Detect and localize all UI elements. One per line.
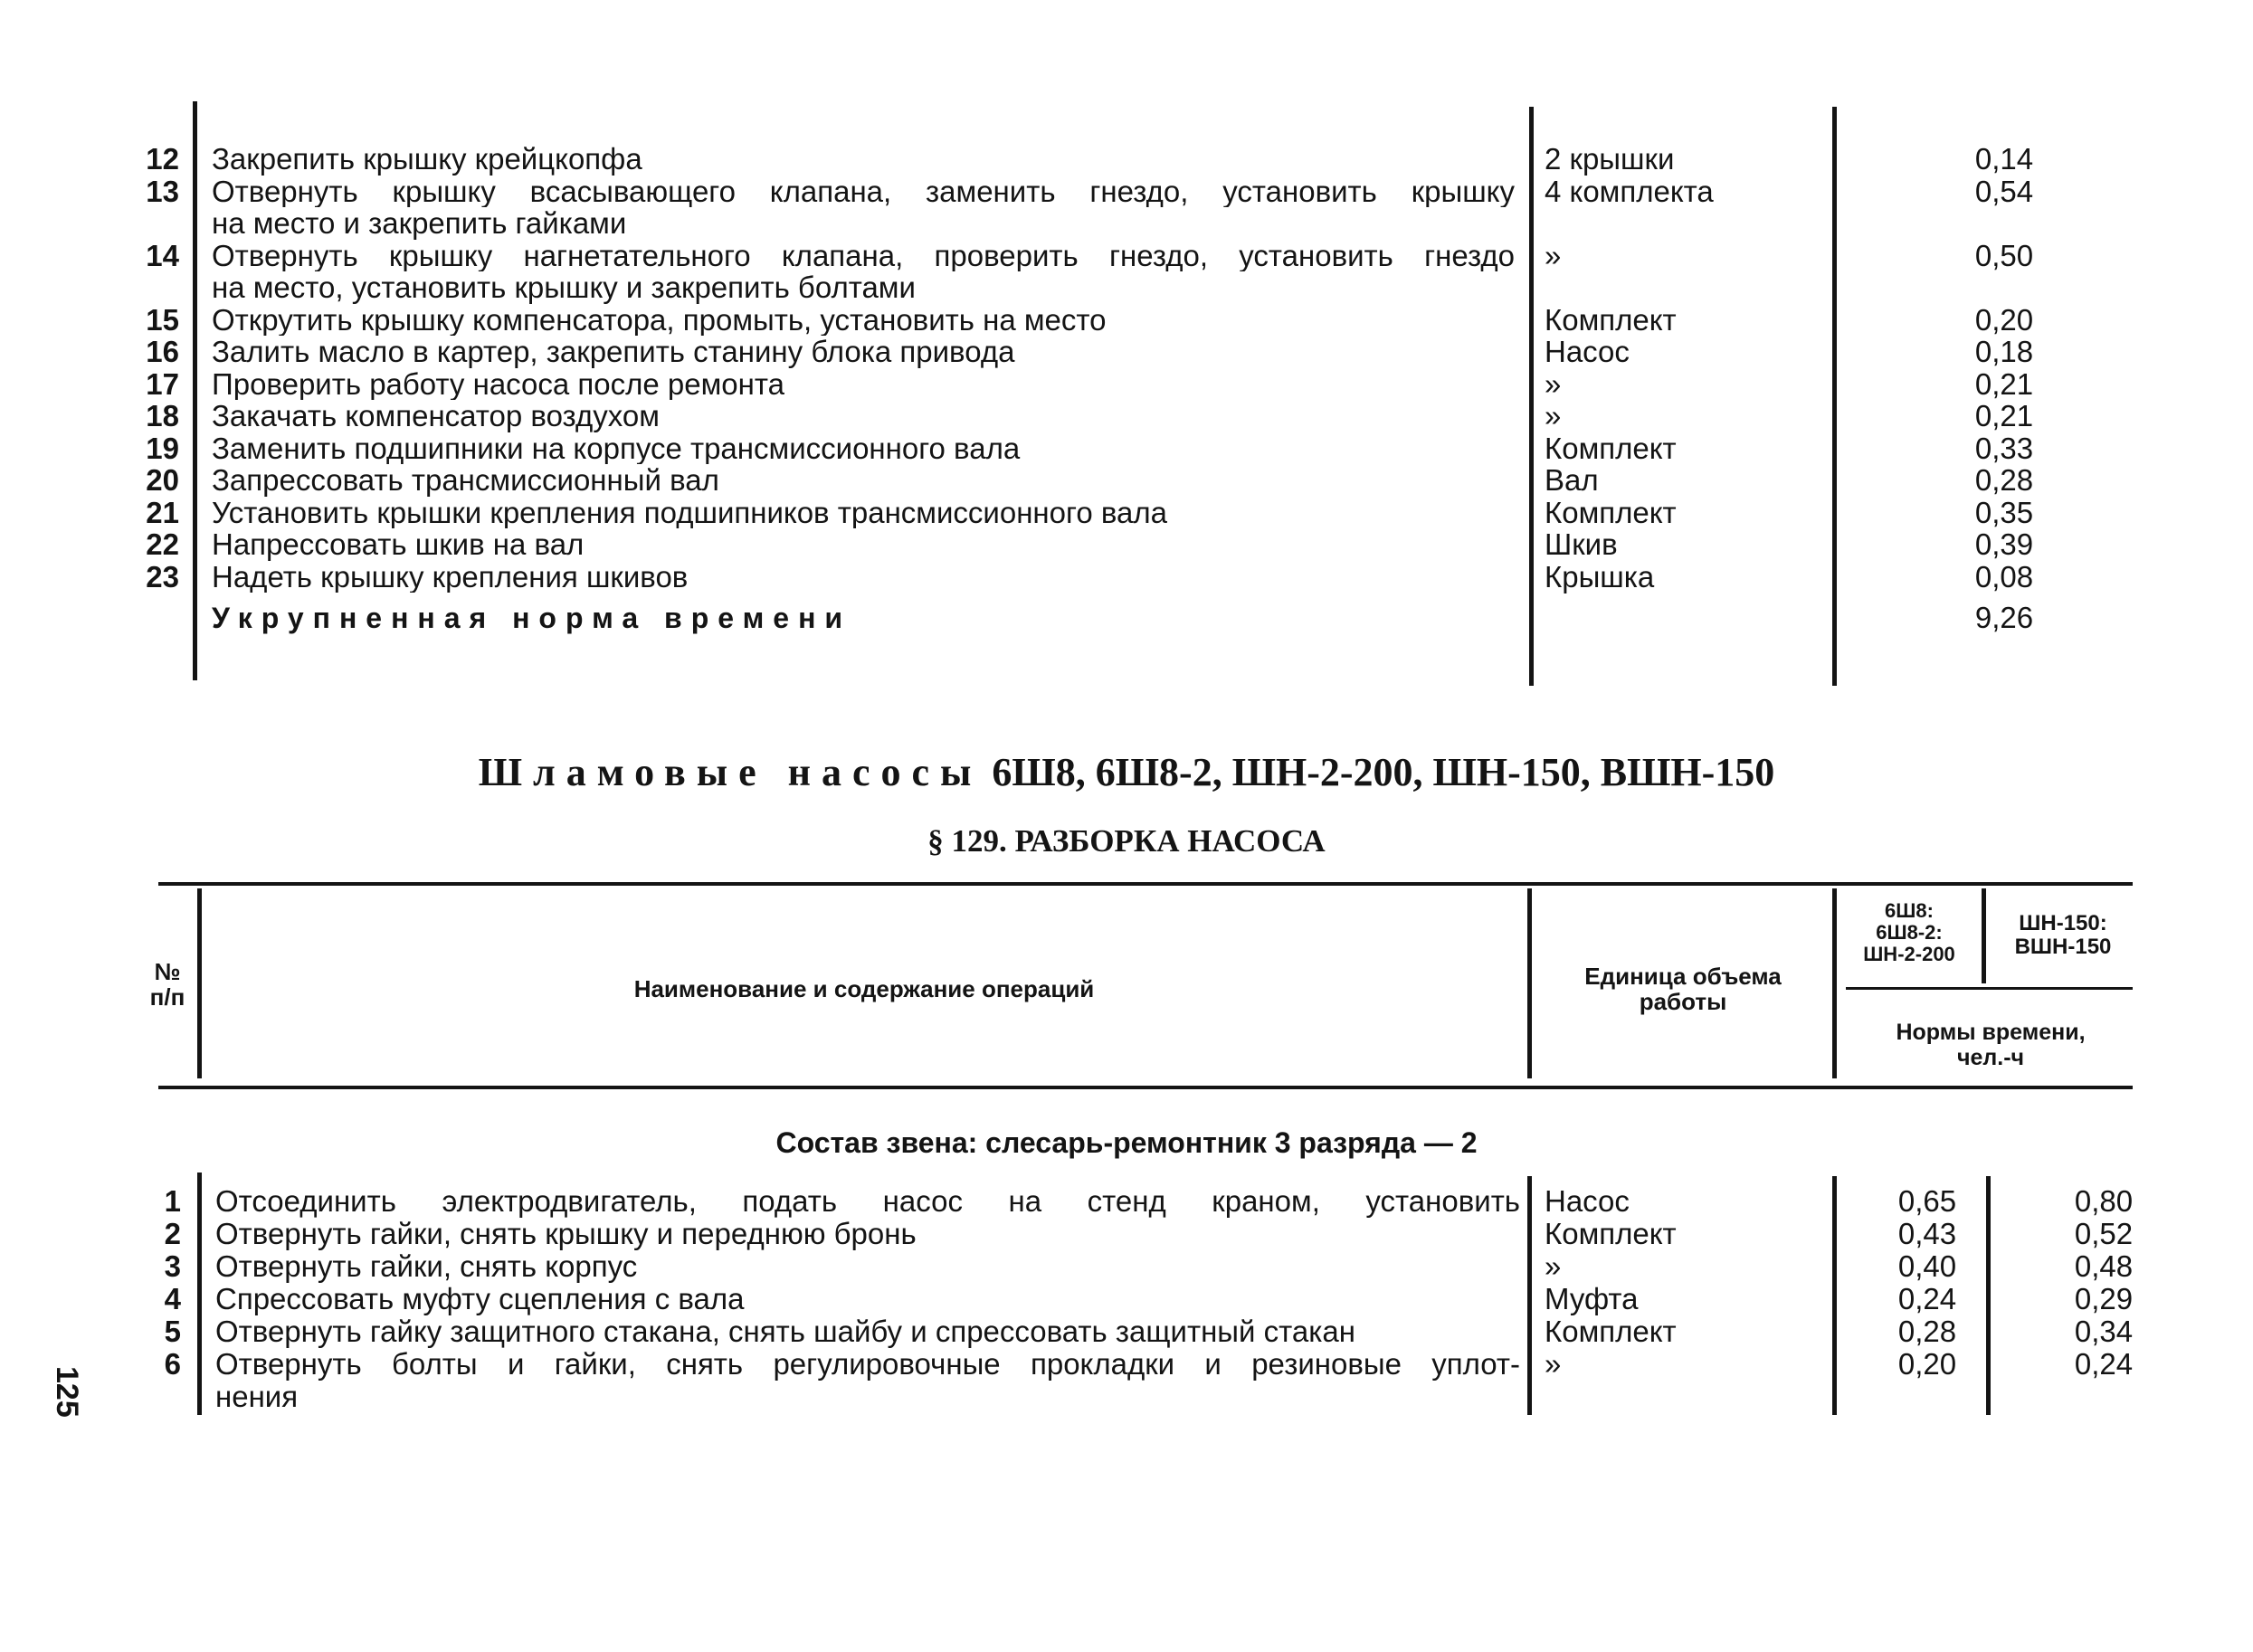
header-num: № п/п: [149, 958, 185, 1011]
row-unit: »: [1545, 399, 1562, 432]
row-unit: »: [1545, 238, 1562, 272]
row-operation-text: Установить крышки крепления подшипников трансмиссионного вала: [212, 496, 1167, 528]
row-operation-text: Спрессовать муфту сцепления с вала: [215, 1283, 745, 1315]
header-group-1: 6Ш8: 6Ш8-2: ШН-2-200: [1863, 899, 1955, 965]
table-row: [0, 528, 2253, 561]
table-row: [0, 497, 2253, 529]
row-value: 0,28: [1974, 463, 2034, 497]
table-row: [0, 464, 2253, 497]
row-unit: »: [1545, 366, 1562, 401]
row-operation-text: Отвернуть гайки, снять крышку и переднюю бронь: [215, 1218, 917, 1250]
row-operation-text: Залить масло в картер, закрепить станину блока привода: [212, 336, 1015, 368]
row-unit: Комплект: [1545, 495, 1677, 529]
table-row: [0, 1283, 2253, 1315]
row-operation-text: Надеть крышку крепления шкивов: [212, 560, 689, 593]
row-number: 18: [146, 399, 179, 432]
row-number: 15: [146, 302, 179, 337]
row-unit: 4 комплекта: [1545, 174, 1714, 208]
row-operation-text: Открутить крышку компенсатора, промыть, установить на место: [212, 303, 1107, 336]
row-operation-text: Напрессовать шкив на вал: [212, 528, 585, 561]
page-number: 125: [50, 1366, 84, 1418]
table-row: [0, 1250, 2253, 1283]
row-number: 13: [146, 174, 179, 208]
row-value: 0,39: [1974, 527, 2034, 561]
row-operation-text: Закрепить крышку крейцкопфа: [212, 143, 642, 176]
row-value: 0,54: [1974, 174, 2034, 208]
page-title: [0, 749, 2253, 795]
crew-composition: Состав звена: слесарь-ремонтник 3 разряда — 2: [775, 1126, 1478, 1159]
title-models: 6Ш8, 6Ш8-2, ШН-2-200, ШН-150, ВШН-150: [992, 750, 1775, 794]
table-row: [0, 336, 2253, 368]
row-operation-text: Проверить работу насоса после ремонта: [212, 367, 784, 400]
row-norm-shn150: 0,24: [2074, 1347, 2134, 1381]
row-value: 0,21: [1974, 399, 2034, 432]
table-row: [0, 1315, 2253, 1348]
header-mid-rule: [1846, 987, 2133, 990]
row-norm-6sh8: 0,43: [1897, 1217, 1957, 1250]
row-number: 1: [164, 1184, 181, 1218]
row-number: 17: [146, 366, 179, 401]
row-number: 14: [146, 238, 179, 272]
row-norm-6sh8: 0,24: [1897, 1282, 1957, 1315]
header-unit: Единица объема работы: [1584, 963, 1782, 1015]
header-bottom-rule: [158, 1086, 2133, 1089]
header-group-2: ШН-150: ВШН-150: [2014, 911, 2112, 959]
row-number: 12: [146, 142, 179, 176]
row-unit: Крышка: [1545, 559, 1655, 593]
row-operation-text: на место и закрепить гайками: [212, 207, 627, 240]
table-row: [0, 304, 2253, 337]
row-value: 0,35: [1974, 495, 2034, 529]
row-unit: Вал: [1545, 463, 1599, 497]
row-norm-6sh8: 0,65: [1897, 1184, 1957, 1218]
row-value: 0,14: [1974, 142, 2034, 176]
row-operation-text: Отвернуть гайки, снять корпус: [215, 1250, 638, 1283]
row-value: 0,18: [1974, 335, 2034, 368]
row-norm-shn150: 0,34: [2074, 1315, 2134, 1348]
row-number: 4: [164, 1282, 181, 1315]
total-label: Укрупненная норма времени: [212, 602, 852, 634]
row-value: 0,08: [1974, 559, 2034, 593]
row-value: 0,33: [1974, 431, 2034, 465]
row-norm-6sh8: 0,28: [1897, 1315, 1957, 1348]
row-number: 19: [146, 431, 179, 465]
table-row: [0, 1185, 2253, 1218]
top-table: [0, 143, 2253, 643]
row-operation-text: на место, установить крышку и закрепить болтами: [212, 271, 916, 304]
table-row: [0, 561, 2253, 593]
header-norms: Нормы времени, чел.-ч: [1896, 1020, 2086, 1070]
row-operation-text: Запрессовать трансмиссионный вал: [212, 464, 719, 497]
table-row: [0, 1218, 2253, 1250]
row-operation-text: Отвернуть крышку всасывающего клапана, заменить гнездо, установить крышку: [212, 175, 1515, 207]
row-norm-shn150: 0,29: [2074, 1282, 2134, 1315]
row-number: 21: [146, 495, 179, 529]
table-row: [0, 176, 2253, 208]
row-number: 3: [164, 1249, 181, 1283]
row-number: 5: [164, 1315, 181, 1348]
row-unit: Комплект: [1545, 431, 1677, 465]
table-row: [0, 1381, 2253, 1413]
row-unit: Комплект: [1545, 1217, 1677, 1250]
table-row: [0, 400, 2253, 432]
table-row: [0, 143, 2253, 176]
row-number: 6: [164, 1347, 181, 1381]
row-unit: »: [1545, 1249, 1562, 1283]
total-row: [0, 593, 2253, 643]
table-row: [0, 432, 2253, 465]
header-name: Наименование и содержание операций: [633, 975, 1095, 1002]
row-unit: »: [1545, 1347, 1562, 1381]
total-value: 9,26: [1974, 601, 2034, 634]
row-unit: 2 крышки: [1545, 142, 1675, 176]
row-operation-text: нения: [215, 1381, 299, 1413]
row-operation-text: Заменить подшипники на корпусе трансмиссионного вала: [212, 432, 1021, 464]
row-operation-text: Отвернуть крышку нагнетательного клапана, проверить гнездо, установить гнездо: [212, 239, 1515, 271]
row-operation-text: Отсоединить электродвигатель, подать насос на стенд краном, установить: [215, 1185, 1520, 1218]
row-norm-shn150: 0,52: [2074, 1217, 2134, 1250]
table-row: [0, 271, 2253, 304]
row-unit: Насос: [1545, 1184, 1630, 1218]
header-rule-2: [1527, 888, 1532, 1078]
row-number: 23: [146, 559, 179, 593]
row-norm-shn150: 0,48: [2074, 1249, 2134, 1283]
row-unit: Шкив: [1545, 527, 1618, 561]
row-unit: Насос: [1545, 335, 1630, 368]
row-value: 0,20: [1974, 302, 2034, 337]
row-value: 0,50: [1974, 238, 2034, 272]
header-top-rule: [158, 882, 2133, 886]
row-operation-text: Закачать компенсатор воздухом: [212, 400, 660, 432]
row-number: 22: [146, 527, 179, 561]
operations-table: [0, 1185, 2253, 1413]
row-norm-shn150: 0,80: [2074, 1184, 2134, 1218]
table-row: [0, 207, 2253, 240]
row-number: 16: [146, 335, 179, 368]
row-norm-6sh8: 0,40: [1897, 1249, 1957, 1283]
row-operation-text: Отвернуть болты и гайки, снять регулировочные прокладки и резиновые уплот-: [215, 1348, 1520, 1381]
row-norm-6sh8: 0,20: [1897, 1347, 1957, 1381]
row-unit: Комплект: [1545, 302, 1677, 337]
row-number: 20: [146, 463, 179, 497]
row-unit: Комплект: [1545, 1315, 1677, 1348]
row-operation-text: Отвернуть гайку защитного стакана, снять шайбу и спрессовать защитный стакан: [215, 1315, 1355, 1348]
title-spaced: Шламовые насосы: [478, 750, 983, 794]
row-number: 2: [164, 1217, 181, 1250]
table-row: [0, 368, 2253, 401]
row-unit: Муфта: [1545, 1282, 1639, 1315]
table-row: [0, 1348, 2253, 1381]
section-title: § 129. РАЗБОРКА НАСОСА: [927, 823, 1326, 859]
table-row: [0, 240, 2253, 272]
row-value: 0,21: [1974, 366, 2034, 401]
